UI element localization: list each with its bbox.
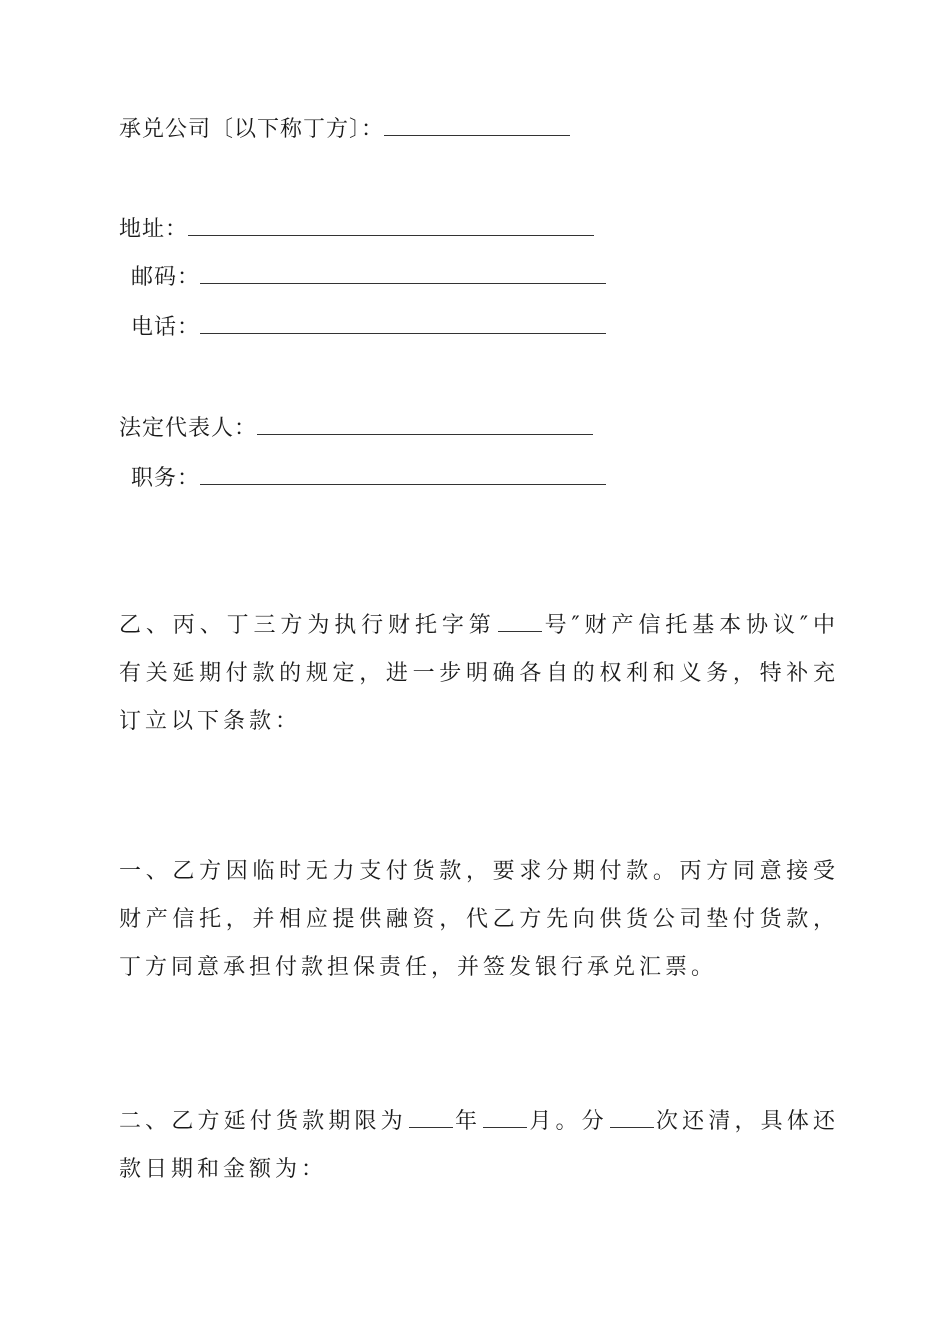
contract-number-blank[interactable] <box>498 611 542 632</box>
months-blank[interactable] <box>483 1107 527 1128</box>
installments-blank[interactable] <box>610 1107 654 1128</box>
intro-paragraph <box>119 602 839 746</box>
legal-rep-line <box>119 412 593 444</box>
clause-1-paragraph <box>119 848 839 992</box>
intro-part2: 号″财产信托基本协议″中有关延期付款的规定，进一步明确各自的权利和义务，特补充订立以下条款： <box>119 613 839 734</box>
clause-2-part4: 次还清，具体还款日期和金额为： <box>119 1109 839 1182</box>
clause-2-part3: 月。分 <box>529 1109 608 1134</box>
clause-2-paragraph <box>119 1098 839 1194</box>
party-d-blank[interactable] <box>384 113 570 136</box>
clause-2-part2: 年 <box>454 1109 482 1134</box>
postcode-label: 邮码： <box>131 265 201 290</box>
position-line <box>131 462 606 494</box>
legal-rep-blank[interactable] <box>257 412 593 435</box>
phone-label: 电话： <box>131 315 201 340</box>
party-d-label: 承兑公司〔以下称丁方〕： <box>119 117 385 142</box>
party-d-line <box>119 113 570 145</box>
legal-rep-label: 法定代表人： <box>119 416 258 441</box>
postcode-blank[interactable] <box>200 261 606 284</box>
postcode-line <box>131 261 606 293</box>
address-label: 地址： <box>119 217 189 242</box>
phone-blank[interactable] <box>200 311 606 334</box>
phone-line <box>131 311 606 343</box>
clause-1-text: 一、乙方因临时无力支付货款，要求分期付款。丙方同意接受财产信托，并相应提供融资，代乙方先向供货公司垫付货款，丁方同意承担付款担保责任，并签发银行承兑汇票。 <box>119 859 839 980</box>
address-blank[interactable] <box>188 213 594 236</box>
position-blank[interactable] <box>200 462 606 485</box>
intro-part1: 乙、丙、丁三方为执行财托字第 <box>119 613 496 638</box>
years-blank[interactable] <box>409 1107 453 1128</box>
position-label: 职务： <box>131 466 201 491</box>
address-line <box>119 213 594 245</box>
clause-2-part1: 二、乙方延付货款期限为 <box>119 1109 407 1134</box>
